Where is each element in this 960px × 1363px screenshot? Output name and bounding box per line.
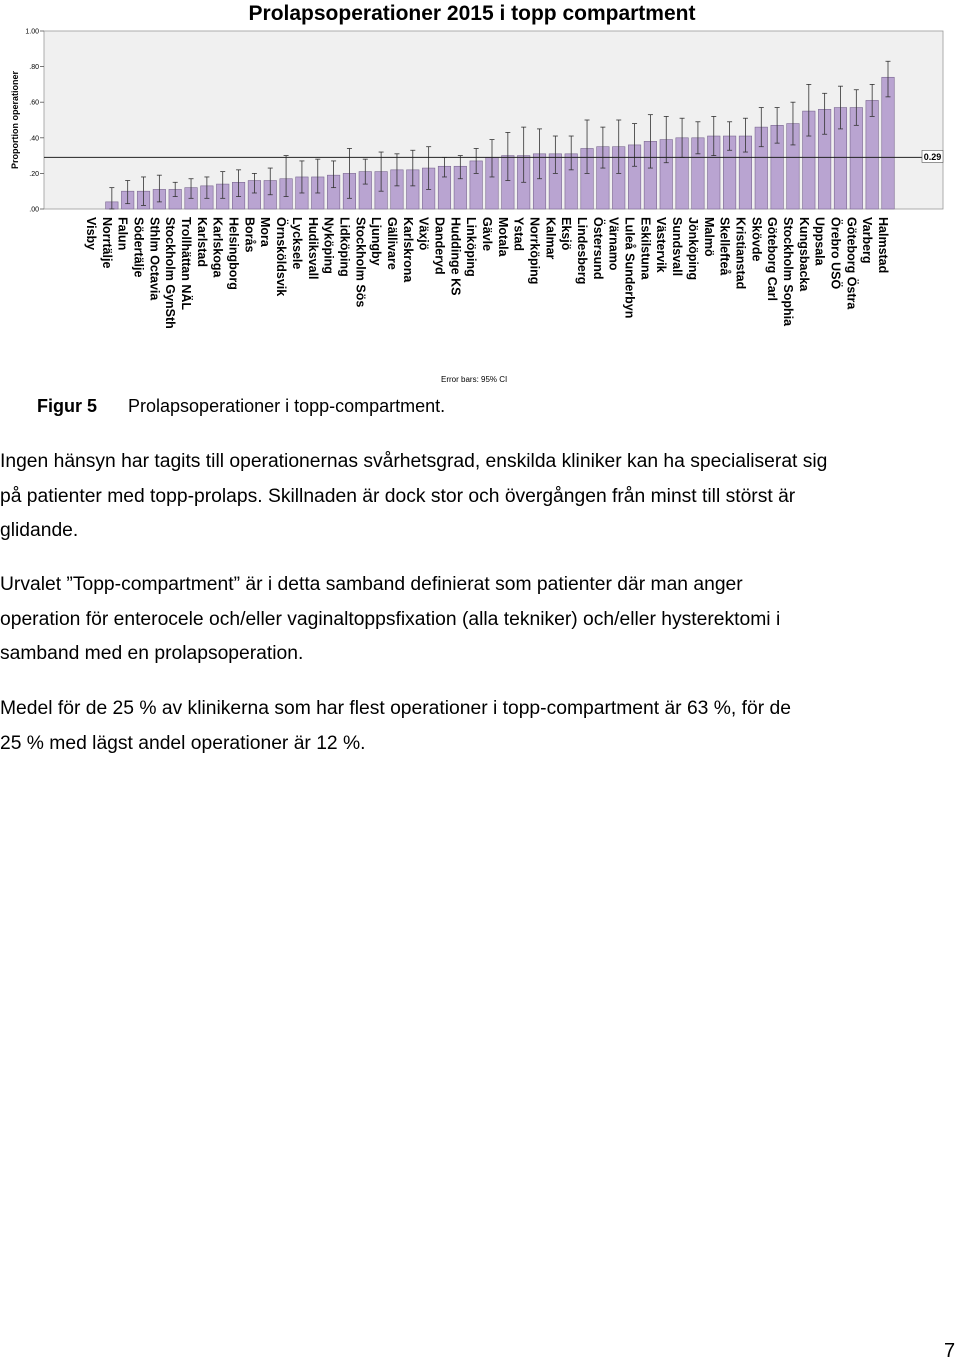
y-tick-label: .00 (29, 206, 39, 214)
category-label: Jönköping (685, 217, 700, 281)
page-number: 7 (944, 1340, 956, 1362)
category-label: Eksjö (559, 217, 574, 251)
figure-caption (37, 396, 445, 417)
category-label: Karlskoga (210, 217, 225, 278)
category-label: Kalmar (543, 217, 558, 260)
category-label: Sthlm Octavia (147, 217, 162, 301)
category-label: Nyköping (321, 217, 336, 274)
category-label: Göteborg Östra (844, 217, 859, 310)
category-label: Uppsala (812, 217, 827, 266)
category-label: Stockholm Sophia (780, 217, 795, 327)
reference-line-label: 0.29 (923, 151, 942, 162)
paragraph-line: Ingen hänsyn har tagits till operationernas svårhetsgrad, enskilda kliniker kan ha specialiserat sig (0, 451, 828, 472)
category-label: Stockholm Sös (353, 217, 368, 308)
paragraph-line: samband med en prolapsoperation. (0, 643, 304, 664)
category-label: Trollhättan NÄL (179, 217, 194, 311)
category-label: Göteborg Carl (765, 217, 780, 302)
category-label: Halmstad (876, 217, 890, 274)
category-label: Lycksele (289, 217, 304, 270)
y-tick-label: .40 (29, 135, 39, 143)
paragraph-line: Urvalet ”Topp-compartment” är i detta samband definierat som patienter där man anger (0, 574, 743, 595)
category-label: Varberg (860, 217, 875, 264)
paragraph-line: glidande. (0, 520, 79, 541)
category-label: Örebro USÖ (828, 217, 843, 290)
category-label: Mora (258, 217, 273, 247)
paragraph-2 (0, 568, 960, 672)
category-label: Huddinge KS (448, 217, 463, 296)
category-label: Helsingborg (226, 217, 241, 290)
paragraph-line: 25 % med lägst andel operationer är 12 %. (0, 732, 366, 754)
category-label: Ystad (511, 217, 526, 252)
category-label: Gävle (480, 217, 494, 252)
category-label: Eskilstuna (638, 217, 653, 280)
category-label: Gällivare (384, 217, 399, 270)
category-label: Växjö (416, 217, 431, 251)
figure-caption-text: Prolapsoperationer i topp-compartment. (128, 396, 446, 416)
category-label: Visby (84, 217, 98, 251)
category-label: Södertälje (131, 217, 146, 278)
category-label: Danderyd (432, 217, 447, 275)
y-tick-label: 1.00 (25, 28, 39, 36)
category-label: Borås (242, 217, 257, 253)
category-label: Norrköping (527, 217, 542, 285)
category-label: Ljungby (369, 217, 384, 266)
y-axis-label: Proportion operationer (10, 70, 20, 170)
category-label: Luleå Sunderbyn (622, 217, 637, 319)
y-tick-label: .80 (29, 64, 39, 72)
category-label: Västervik (654, 217, 669, 273)
bar-chart (0, 0, 960, 390)
category-label: Lidköping (337, 217, 352, 277)
category-label: Örnsköldsvik (274, 217, 289, 297)
figure-label: Figur 5 (37, 396, 98, 416)
y-tick-label: .60 (29, 99, 39, 107)
paragraph-line: på patienter med topp-prolaps. Skillnaden är dock stor och övergången från minst till störst är (0, 485, 796, 507)
category-label: Malmö (701, 217, 716, 257)
paragraph-line: operation för enterocele och/eller vaginaltoppsfixation (alla tekniker) och/eller hysterektomi i (0, 608, 781, 630)
category-label: Karlskrona (400, 217, 415, 283)
category-label: Kungsbacka (796, 217, 811, 292)
category-label: Norrtälje (99, 217, 114, 269)
category-label: Lindesberg (575, 217, 590, 285)
y-tick-label: .20 (29, 170, 39, 178)
category-label: Motala (495, 217, 510, 257)
category-label: Linköping (464, 217, 479, 277)
category-label: Kristianstad (733, 217, 748, 290)
paragraph-1 (0, 445, 960, 549)
category-label: Karlstad (194, 217, 209, 268)
chart-title: Prolapsoperationer 2015 i topp compartment (248, 2, 696, 25)
category-label: Skellefteå (717, 217, 732, 276)
category-label: Sundsvall (670, 217, 685, 277)
category-label: Hudiksvall (305, 217, 320, 280)
category-label: Östersund (590, 217, 605, 280)
paragraph-3 (0, 692, 960, 761)
category-label: Skövde (749, 217, 764, 262)
category-label: Stockholm GynSth (163, 217, 178, 329)
paragraph-line: Medel för de 25 % av klinikerna som har flest operationer i topp-compartment är 63 %, för de (0, 698, 791, 719)
error-bar-note: Error bars: 95% CI (441, 375, 508, 384)
chart-body (25, 29, 943, 329)
category-label: Värnamo (606, 217, 621, 271)
category-label: Falun (115, 217, 130, 251)
